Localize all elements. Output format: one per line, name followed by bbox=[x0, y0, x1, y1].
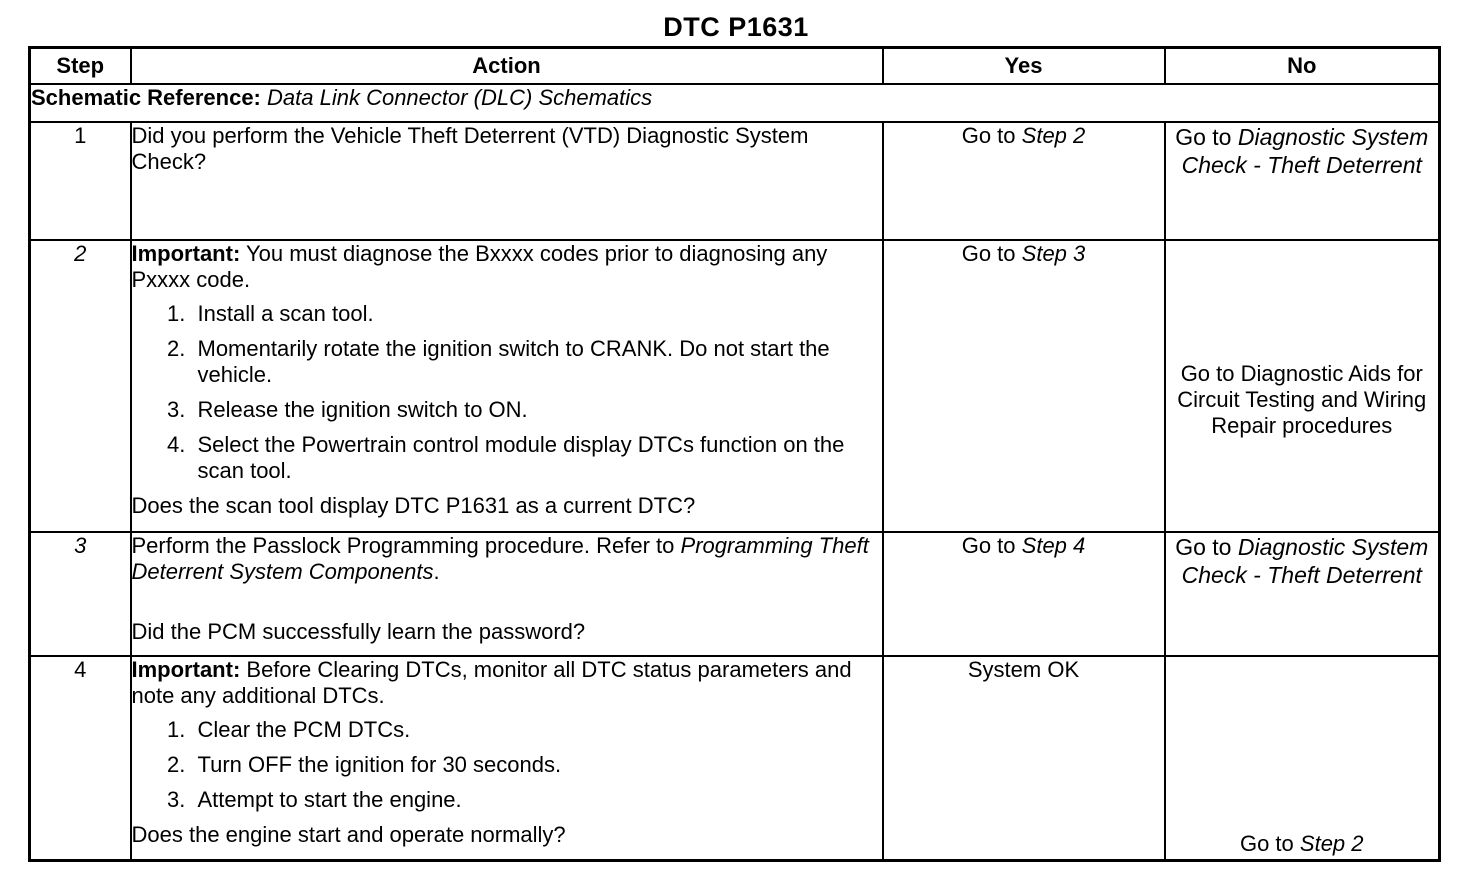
action-intro-link[interactable]: Programming Theft Deterrent System Components bbox=[131, 533, 869, 584]
step-number: 4 bbox=[30, 656, 131, 860]
important-text: You must diagnose the Bxxxx codes prior to diagnosing any Pxxxx code. bbox=[131, 241, 828, 292]
yes-cell bbox=[883, 122, 1165, 240]
column-header-action: Action bbox=[131, 48, 883, 85]
table-row bbox=[30, 656, 1440, 860]
action-intro bbox=[132, 533, 882, 585]
yes-prefix: Go to bbox=[961, 123, 1016, 148]
diagnostic-table bbox=[28, 46, 1441, 862]
table-row bbox=[30, 240, 1440, 532]
action-intro-end: . bbox=[433, 559, 440, 584]
action-intro-text: Perform the Passlock Programming procedure. Refer to bbox=[131, 533, 675, 558]
yes-action bbox=[884, 533, 1164, 561]
important-note bbox=[132, 657, 882, 709]
action-question: Did you perform the Vehicle Theft Deterrent (VTD) Diagnostic System Check? bbox=[131, 123, 809, 174]
step-number: 3 bbox=[30, 532, 131, 656]
yes-cell bbox=[883, 656, 1165, 860]
table-row bbox=[30, 122, 1440, 240]
action-cell bbox=[131, 532, 883, 656]
list-item: 1. Clear the PCM DTCs. bbox=[192, 717, 882, 743]
column-header-step: Step bbox=[30, 48, 131, 85]
schematic-reference-row bbox=[30, 84, 1440, 122]
no-prefix: Go to bbox=[1175, 534, 1232, 560]
list-item: 2. Turn OFF the ignition for 30 seconds. bbox=[192, 752, 882, 778]
important-note bbox=[132, 241, 882, 293]
no-link[interactable]: Diagnostic System Check - Theft Deterrent bbox=[1181, 534, 1429, 588]
no-action bbox=[1166, 831, 1439, 859]
important-label: Important: bbox=[131, 241, 241, 266]
action-cell bbox=[131, 240, 883, 532]
no-cell bbox=[1165, 532, 1440, 656]
no-link[interactable]: Go to Diagnostic Aids for Circuit Testing and Wiring Repair procedures bbox=[1177, 361, 1427, 438]
action-question: Did the PCM successfully learn the password? bbox=[131, 619, 586, 644]
important-label: Important: bbox=[131, 657, 241, 682]
no-link[interactable]: Step 2 bbox=[1299, 830, 1364, 856]
yes-cell bbox=[883, 532, 1165, 656]
column-header-yes: Yes bbox=[883, 48, 1165, 85]
step-number: 1 bbox=[30, 122, 131, 240]
yes-action bbox=[884, 241, 1164, 269]
no-prefix: Go to bbox=[1239, 830, 1294, 856]
page-title: DTC P1631 bbox=[663, 12, 809, 42]
column-header-no: No bbox=[1165, 48, 1440, 85]
schematic-reference-label: Schematic Reference: bbox=[31, 85, 261, 110]
table-row bbox=[30, 532, 1440, 656]
table-header-row bbox=[30, 48, 1440, 85]
no-cell bbox=[1165, 656, 1440, 860]
yes-prefix: Go to bbox=[961, 241, 1016, 266]
action-cell bbox=[131, 122, 883, 240]
no-link[interactable]: Diagnostic System Check - Theft Deterrent bbox=[1181, 124, 1429, 178]
no-cell bbox=[1165, 240, 1440, 532]
schematic-reference-link[interactable]: Data Link Connector (DLC) Schematics bbox=[267, 85, 653, 110]
yes-action bbox=[884, 123, 1164, 151]
list-item: 2. Momentarily rotate the ignition switch to CRANK. Do not start the vehicle. bbox=[192, 336, 882, 388]
step-number: 2 bbox=[30, 240, 131, 532]
yes-step-link[interactable]: Step 2 bbox=[1021, 123, 1086, 148]
yes-cell bbox=[883, 240, 1165, 532]
yes-action[interactable]: System OK bbox=[967, 657, 1080, 682]
action-question: Does the engine start and operate normally? bbox=[131, 822, 566, 847]
schematic-reference bbox=[30, 84, 1440, 122]
list-item: 3. Attempt to start the engine. bbox=[192, 787, 882, 813]
list-item: 3. Release the ignition switch to ON. bbox=[192, 397, 882, 423]
list-item: 1. Install a scan tool. bbox=[192, 301, 882, 327]
substep-list bbox=[132, 301, 882, 484]
no-cell bbox=[1165, 122, 1440, 240]
yes-prefix: Go to bbox=[961, 533, 1016, 558]
yes-step-link[interactable]: Step 3 bbox=[1021, 241, 1086, 266]
substep-list bbox=[132, 717, 882, 813]
important-text: Before Clearing DTCs, monitor all DTC status parameters and note any additional DTCs. bbox=[131, 657, 852, 708]
yes-step-link[interactable]: Step 4 bbox=[1021, 533, 1086, 558]
action-question: Does the scan tool display DTC P1631 as a current DTC? bbox=[131, 493, 696, 518]
action-cell bbox=[131, 656, 883, 860]
list-item: 4. Select the Powertrain control module display DTCs function on the scan tool. bbox=[192, 432, 882, 484]
no-prefix: Go to bbox=[1175, 124, 1232, 150]
